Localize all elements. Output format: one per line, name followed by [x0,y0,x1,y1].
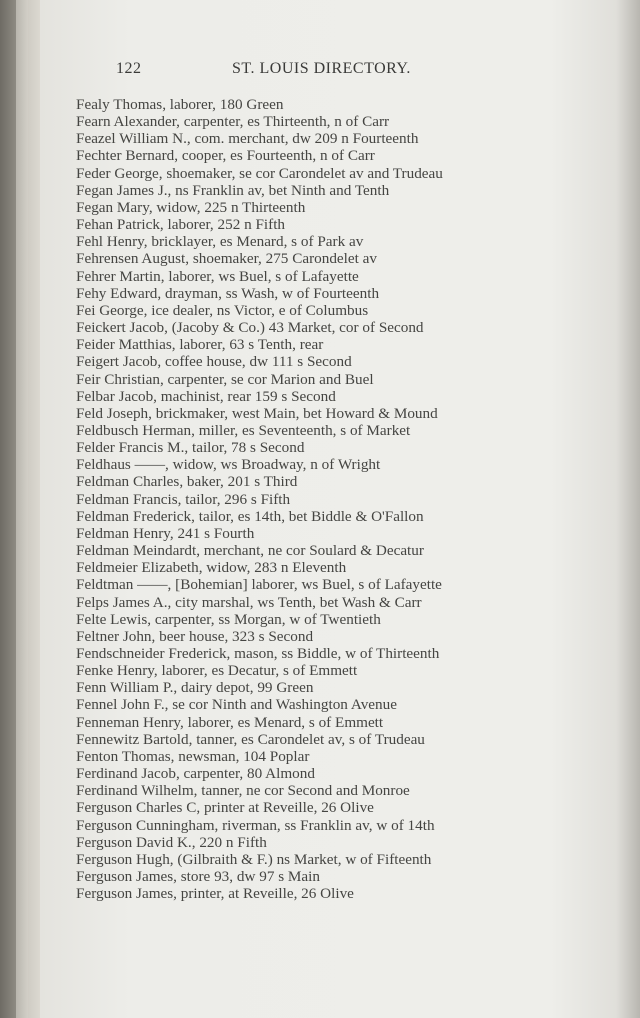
directory-entry: Feltner John, beer house, 323 s Second [76,627,314,645]
directory-entry: Ferdinand Wilhelm, tanner, ne cor Second and Monroe [76,782,410,800]
directory-entry: Feldman Frederick, tailor, es 14th, bet Biddle & O'Fallon [76,507,424,525]
directory-entry: Feldtman ——, [Bohemian] laborer, ws Buel, s of Lafayette [76,576,442,594]
page-number: 122 [116,60,142,77]
directory-entry: Fehy Edward, drayman, ss Wash, w of Fourteenth [76,284,380,302]
directory-entry: Fenneman Henry, laborer, es Menard, s of Emmett [76,713,384,731]
directory-entry: Feider Matthias, laborer, 63 s Tenth, rear [76,336,324,354]
directory-entry: Feder George, shoemaker, se cor Carondelet av and Trudeau [76,164,443,182]
directory-entry: Fenton Thomas, newsman, 104 Poplar [76,747,310,765]
directory-entry: Fennel John F., se cor Ninth and Washington Avenue [76,696,397,714]
directory-entry: Feickert Jacob, (Jacoby & Co.) 43 Market, cor of Second [76,319,424,337]
directory-entry: Fendschneider Frederick, mason, ss Biddle, w of Thirteenth [76,645,440,662]
directory-entry: Fenn William P., dairy depot, 99 Green [76,679,314,697]
directory-entry: Feldbusch Herman, miller, es Seventeenth, s of Market [76,421,411,439]
directory-entry: Ferguson James, store 93, dw 97 s Main [76,868,320,886]
directory-entry: Felbar Jacob, machinist, rear 159 s Second [76,387,336,405]
running-title: ST. LOUIS DIRECTORY. [232,60,411,77]
directory-entry: Fei George, ice dealer, ns Victor, e of Columbus [76,301,369,319]
directory-entry: Ferdinand Jacob, carpenter, 80 Almond [76,765,315,783]
directory-entry: Feldman Henry, 241 s Fourth [76,524,255,542]
directory-entry: Ferguson James, printer, at Reveille, 26 Olive [76,885,354,903]
directory-entry: Feldhaus ——, widow, ws Broadway, n of Wright [76,456,381,474]
directory-entry: Felps James A., city marshal, ws Tenth, bet Wash & Carr [76,593,422,611]
directory-entry: Feir Christian, carpenter, se cor Marion and Buel [76,370,374,388]
directory-entry: Fechter Bernard, cooper, es Fourteenth, n of Carr [76,147,375,165]
directory-entry: Fehan Patrick, laborer, 252 n Fifth [76,216,286,234]
directory-entry: Ferguson Hugh, (Gilbraith & F.) ns Market, w of Fifteenth [76,850,432,868]
directory-entry: Feldman Charles, baker, 201 s Third [76,473,298,491]
directory-entry: Ferguson Cunningham, riverman, ss Franklin av, w of 14th [76,816,435,834]
directory-entry: Feazel William N., com. merchant, dw 209 n Fourteenth [76,130,419,148]
directory-entry: Fehrer Martin, laborer, ws Buel, s of Lafayette [76,267,359,285]
directory-entry: Felder Francis M., tailor, 78 s Second [76,439,305,457]
directory-entry: Fearn Alexander, carpenter, es Thirteenth, n of Carr [76,113,390,131]
directory-entry: Ferguson Charles C, printer at Reveille, 26 Olive [76,799,374,817]
directory-entry: Feldmeier Elizabeth, widow, 283 n Eleventh [76,559,347,577]
directory-entry: Feld Joseph, brickmaker, west Main, bet Howard & Mound [76,404,438,422]
directory-entry: Feigert Jacob, coffee house, dw 111 s Second [76,353,352,371]
directory-entry: Ferguson David K., 220 n Fifth [76,833,267,851]
directory-entry: Fehrensen August, shoemaker, 275 Carondelet av [76,250,377,268]
directory-entries [76,96,576,902]
directory-entry: Fenke Henry, laborer, es Decatur, s of Emmett [76,662,358,680]
directory-entry: Feldman Meindardt, merchant, ne cor Soulard & Decatur [76,542,424,560]
directory-entry: Fealy Thomas, laborer, 180 Green [76,96,284,113]
directory-entry: Fegan Mary, widow, 225 n Thirteenth [76,198,306,216]
directory-entry: Felte Lewis, carpenter, ss Morgan, w of Twentieth [76,610,381,628]
directory-entry: Fegan James J., ns Franklin av, bet Ninth and Tenth [76,181,390,199]
directory-entry: Fennewitz Bartold, tanner, es Carondelet av, s of Trudeau [76,730,425,748]
directory-entry: Fehl Henry, bricklayer, es Menard, s of Park av [76,233,364,251]
directory-entry: Feldman Francis, tailor, 296 s Fifth [76,490,291,508]
